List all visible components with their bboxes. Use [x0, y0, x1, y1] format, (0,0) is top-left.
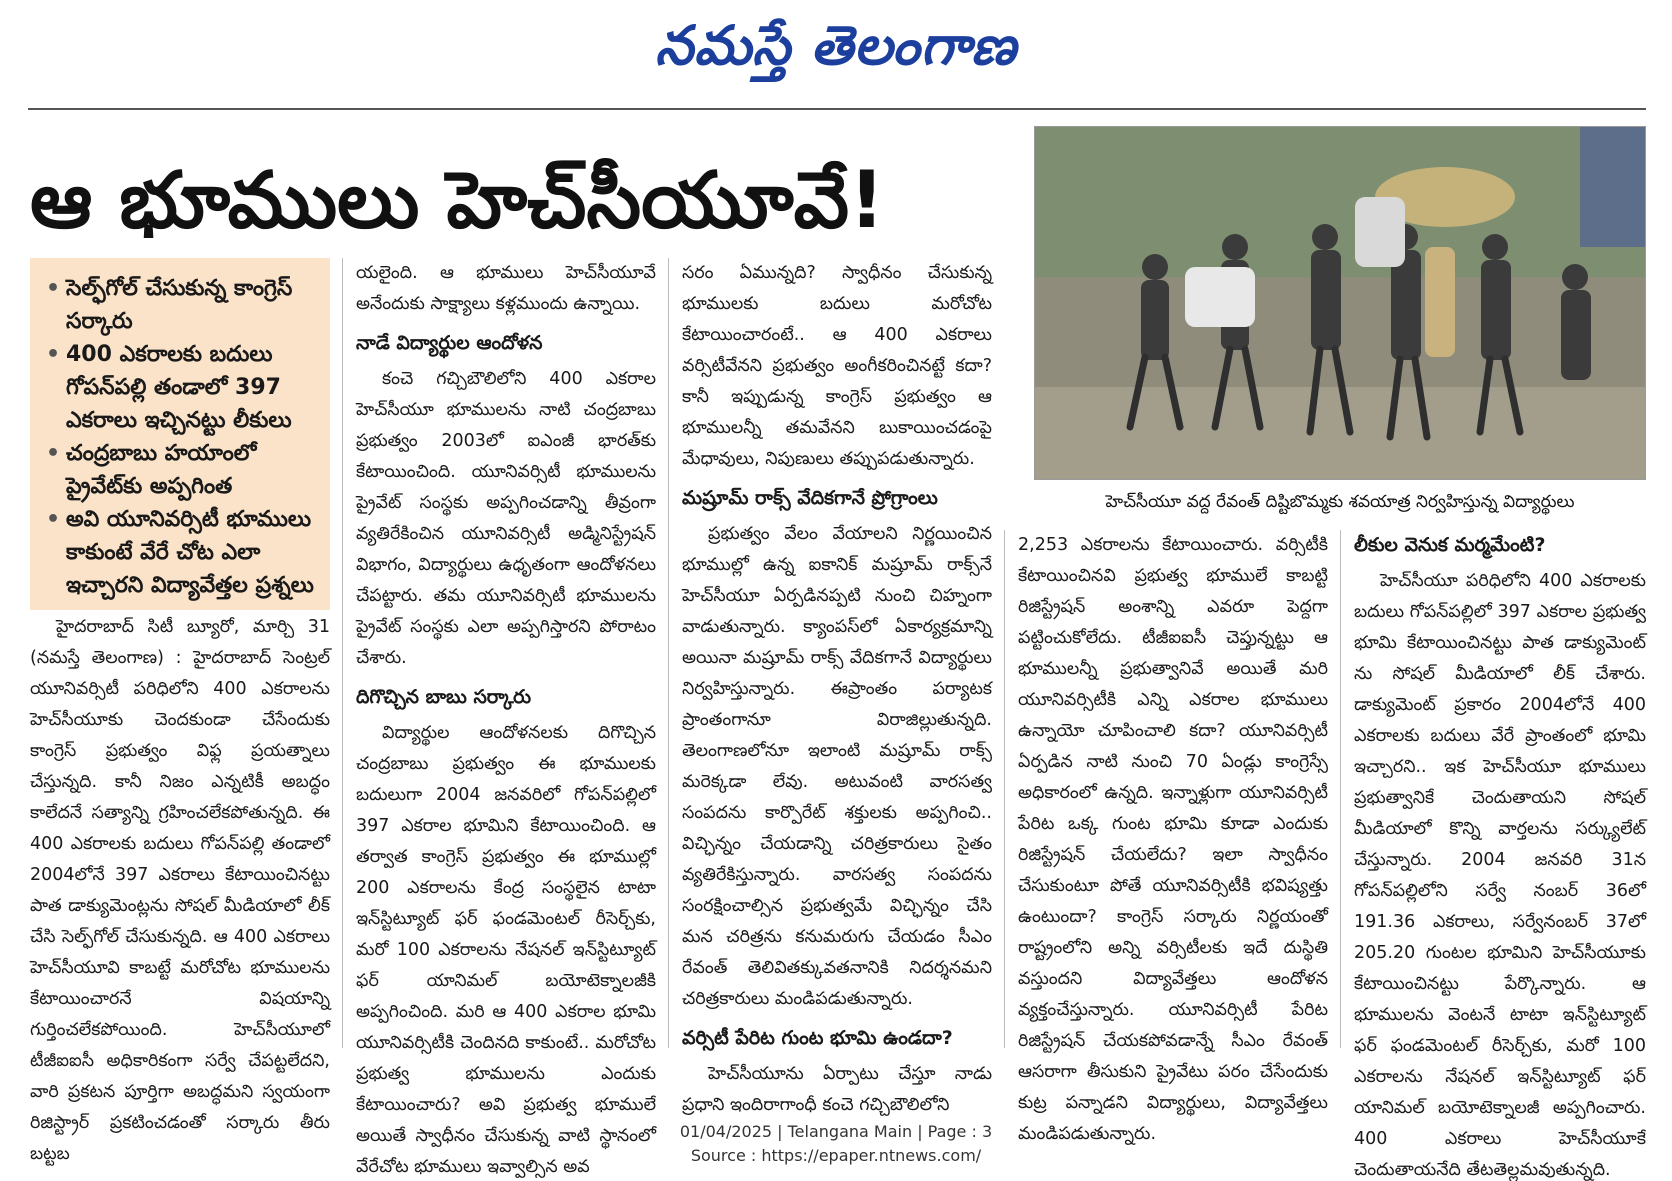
- bullet-icon: •: [46, 441, 61, 466]
- section-heading: మష్రూమ్ రాక్స్ వేదికగానే ప్రోగ్రాంలు: [682, 487, 938, 509]
- column-divider: [668, 258, 669, 1048]
- highlight-item: • చంద్రబాబు హయాంలో ప్రైవేట్‌కు అప్పగింత: [40, 437, 320, 503]
- article-headline: ఆ భూములు హెచ్‌సీయూవే!: [30, 156, 885, 246]
- section-heading: నాడే విద్యార్థుల ఆందోళన: [356, 332, 543, 354]
- body-paragraph: 2,253 ఎకరాలను కేటాయించారు. వర్సిటీకి కేటాయించినవి ప్రభుత్వ భూములే కాబట్టి రిజిస్ట్రేషన్ అంశాన్ని ఎవరూ పెద్దగా పట్టించుకోలేదు. టీజీఐఐసీ చెప్తున్నట్టు ఆ భూములన్నీ ప్రభుత్వానివే అయితే మరి యూనివర్సిటీకి ఎన్ని ఎకరాల భూములు ఉన్నాయో చూపించాలి కదా? యూనివర్సిటీ ఏర్పడిన నాటి నుంచి 70 ఏండ్లు కాంగ్రెస్సే అధికారంలో ఉన్నది. ఇన్నాళ్లుగా యూనివర్సిటీ పేరిట ఒక్క గుంట భూమి కూడా ఎందుకు రిజిస్ట్రేషన్ చేయలేదు? ఇలా స్వాధీనం చేసుకుంటూ పోతే యూనివర్సిటీకి భవిష్యత్తు ఉంటుందా? కాంగ్రెస్ సర్కారు నిర్ణయంతో రాష్ట్రంలోని అన్ని వర్సిటీలకు ఇదే దుస్థితి వస్తుందని విద్యావేత్తలు ఆందోళన వ్యక్తంచేస్తున్నారు. యూనివర్సిటీ పేరిట రిజిస్ట్రేషన్ చేయకపోవడాన్నే సీఎం రేవంత్ ఆసరాగా తీసుకుని ప్రైవేటు పరం చేసేందుకు కుట్ర పన్నాడని విద్యార్థులు, విద్యావేత్తలు మండిపడుతున్నారు.: [1018, 535, 1328, 1144]
- body-paragraph: హెచ్‌సీయూను ఏర్పాటు చేస్తూ నాడు ప్రధాని ఇందిరాగాంధీ కంచె గచ్చిబౌలిలోని: [682, 1064, 992, 1115]
- section-heading: లీకుల వెనుక మర్మమేంటి?: [1354, 534, 1546, 556]
- photo-caption: హెచ్‌సీయూ వద్ద రేవంత్ దిష్టిబొమ్మకు శవయాత్ర నిర్వహిస్తున్న విద్యార్థులు: [1105, 492, 1575, 512]
- body-paragraph: సరం ఏమున్నది? స్వాధీనం చేసుకున్న భూములకు బదులు మరోచోట కేటాయించారంటే.. ఆ 400 ఎకరాలు వర్సిటీవేనని ప్రభుత్వం అంగీకరించినట్టే కదా? కానీ ఇప్పుడున్న కాంగ్రెస్ ప్రభుత్వం ఆ భూములన్నీ తమవేనని బుకాయించడంపై మేధావులు, నిపుణులు తప్పుపడుతున్నారు.: [682, 263, 992, 469]
- section-heading: దిగొచ్చిన బాబు సర్కారు: [356, 686, 532, 708]
- article-column-3: [682, 258, 992, 1121]
- highlight-item: • సెల్ఫ్‌గోల్ చేసుకున్న కాంగ్రెస్ సర్కారు: [40, 272, 320, 338]
- column-divider: [1004, 530, 1005, 1048]
- body-paragraph: హెచ్‌సీయూ పరిధిలోని 400 ఎకరాలకు బదులు గోపన్‌పల్లిలో 397 ఎకరాల ప్రభుత్వ భూమి కేటాయించినట్టు పాత డాక్యుమెంట్ ను సోషల్ మీడియాలో లీక్ చేశారు. డాక్యుమెంట్ ప్రకారం 2004లోనే 400 ఎకరాలకు బదులు వేరే ప్రాంతంలో భూమి ఇచ్చారని.. ఇక హెచ్‌సీయూ భూములు ప్రభుత్వానికే చెందుతాయని సోషల్ మీడియాలో కొన్ని వార్తలను సర్క్యులేట్ చేస్తున్నారు. 2004 జనవరి 31న గోపన్‌పల్లిలోని సర్వే నంబర్ 36లో 191.36 ఎకరాలు, సర్వేనంబర్ 37లో 205.20 గుంటల భూమిని హెచ్‌సీయూకు కేటాయించినట్టు పేర్కొన్నారు. ఆ భూములను వెంటనే టాటా ఇన్‌స్టిట్యూట్ ఫర్ ఫండమెంటల్ రీసెర్చ్‌కు, మరో 100 ఎకరాలను నేషనల్ ఇన్‌స్టిట్యూట్ ఫర్ యానిమల్ బయోటెక్నాలజీ అప్పగించారు. 400 ఎకరాలు హెచ్‌సీయూకే చెందుతాయనేది తేటతెల్లమవుతున్నది.: [1354, 571, 1646, 1180]
- bullet-icon: •: [46, 507, 61, 532]
- article-column-2: [356, 258, 656, 1181]
- masthead-divider: [28, 108, 1646, 110]
- column-divider: [1340, 530, 1341, 1048]
- body-paragraph: విద్యార్థుల ఆందోళనలకు దిగొచ్చిన చంద్రబాబు ప్రభుత్వం ఈ భూములకు బదులుగా 2004 జనవరిలో గోపన్‌పల్లిలో 397 ఎకరాల భూమిని కేటాయించింది. ఆ తర్వాత కాంగ్రెస్ ప్రభుత్వం ఈ భూముల్లో 200 ఎకరాలను కేంద్ర సంస్థలైన టాటా ఇన్‌స్టిట్యూట్ ఫర్ ఫండమెంటల్ రీసెర్చ్‌కు, మరో 100 ఎకరాలను నేషనల్ ఇన్‌స్టిట్యూట్ ఫర్ యానిమల్ బయోటెక్నాలజీకి అప్పగించింది. మరి ఆ 400 ఎకరాల భూమి యూనివర్సిటీకి చెందినది కాకుంటే.. మరోచోట ప్రభుత్వ భూములను ఎందుకు కేటాయించారు? అవి ప్రభుత్వ భూములే అయితే స్వాధీనం చేసుకున్న వాటి స్థానంలో వేరేచోట భూములు ఇవ్వాల్సిన అవ: [356, 723, 656, 1177]
- body-paragraph: హైదరాబాద్ సిటీ బ్యూరో, మార్చి 31 (నమస్తే తెలంగాణ) : హైదరాబాద్ సెంట్రల్ యూనివర్సిటీ పరిధిలోని 400 ఎకరాలను హెచ్‌సీయూకు చెందకుండా చేసేందుకు కాంగ్రెస్ ప్రభుత్వం విఫ్ల ప్రయత్నాలు చేస్తున్నది. కానీ నిజం ఎన్నటికీ అబద్ధం కాలేదనే సత్యాన్ని గ్రహించలేకపోతున్నది. ఈ 400 ఎకరాలకు బదులు గోపన్‌పల్లి తండాలో 2004లోనే 397 ఎకరాలు కేటాయించినట్టు పాత డాక్యుమెంట్లను సోషల్ మీడియాలో లీక్ చేసి సెల్ఫ్‌గోల్ చేసుకున్నది. ఆ 400 ఎకరాలు హెచ్‌సీయూవి కాబట్టే మరోచోట భూములను కేటాయించారనే విషయాన్ని గుర్తించలేకపోయింది. హెచ్‌సీయూలో టీజీఐఐసీ అధికారికంగా సర్వే చేపట్టలేదని, వారి ప్రకటన పూర్తిగా అబద్ధమని స్వయంగా రిజిస్ట్రార్ ప్రకటించడంతో సర్కారు తీరు బట్టబ: [30, 617, 330, 1164]
- protest-photo-illustration: [1035, 127, 1646, 480]
- article-column-4: [1018, 530, 1328, 1150]
- newspaper-masthead: నమస్తే తెలంగాణ: [655, 14, 1017, 77]
- body-paragraph: ప్రభుత్వం వేలం వేయాలని నిర్ణయించిన భూముల్లో ఉన్న ఐకానిక్ మష్రూమ్ రాక్స్‌నే హెచ్‌సీయూ ఏర్పడినప్పటి నుంచి చిహ్నంగా వాడుతున్నారు. క్యాంపస్‌లో ఏకార్యక్రమాన్ని అయినా మష్రూమ్ రాక్స్ వేదికగానే విద్యార్థులు నిర్వహిస్తున్నారు. ఈప్రాంతం పర్యాటక ప్రాంతంగానూ విరాజిల్లుతున్నది. తెలంగాణలోనూ ఇలాంటి మష్రూమ్ రాక్స్ మరెక్కడా లేవు. అటువంటి వారసత్వ సంపదను కార్పొరేట్ శక్తులకు అప్పగించి.. విచ్ఛిన్నం చేయడాన్ని చరిత్రకారులు సైతం వ్యతిరేకిస్తున్నారు. వారసత్వ సంపదను సంరక్షించాల్సిన ప్రభుత్వమే విచ్ఛిన్నం చేసి మన చరిత్రను కనుమరుగు చేయడం సీఎం రేవంత్ తెలివితక్కువతనానికి నిదర్శనమని చరిత్రకారులు మండిపడుతున్నారు.: [682, 524, 992, 1009]
- section-heading: వర్సిటీ పేరిట గుంట భూమి ఉండదా?: [682, 1027, 953, 1049]
- bullet-icon: •: [46, 276, 61, 301]
- highlight-item: • అవి యూనివర్సిటీ భూములు కాకుంటే వేరే చోట ఎలా ఇచ్చారని విద్యావేత్తల ప్రశ్నలు: [40, 503, 320, 602]
- footer-source: Source : https://epaper.ntnews.com/: [690, 1146, 982, 1165]
- body-paragraph: యలైంది. ఆ భూములు హెచ్‌సీయూవే అనేందుకు సాక్ష్యాలు కళ్లముందు ఉన్నాయి.: [356, 263, 656, 314]
- column-divider: [342, 258, 343, 1048]
- bullet-icon: •: [46, 342, 61, 367]
- article-column-1: [30, 612, 330, 1170]
- article-column-5: [1354, 530, 1646, 1181]
- footer-date-edition: 01/04/2025 | Telangana Main | Page : 3: [679, 1122, 993, 1141]
- body-paragraph: కంచె గచ్చిబౌలిలోని 400 ఎకరాల హెచ్‌సీయూ భూములను నాటి చంద్రబాబు ప్రభుత్వం 2003లో ఐఎంజీ భారత్‌కు కేటాయించింది. యూనివర్సిటీ భూములను ప్రైవేట్ సంస్థకు అప్పగించడాన్ని తీవ్రంగా వ్యతిరేకించిన యూనివర్సిటీ అడ్మినిస్ట్రేషన్ విభాగం, విద్యార్థులు ఉధృతంగా ఆందోళనలు చేపట్టారు. తమ యూనివర్సిటీ భూములను ప్రైవేట్ సంస్థకు ఎలా అప్పగిస్తారని పోరాటం చేశారు.: [356, 369, 656, 668]
- highlight-item: • 400 ఎకరాలకు బదులు గోపన్‌పల్లి తండాలో 397 ఎకరాలు ఇచ్చినట్టు లీకులు: [40, 338, 320, 437]
- article-photo: [1034, 126, 1646, 480]
- highlights-box: [30, 258, 330, 610]
